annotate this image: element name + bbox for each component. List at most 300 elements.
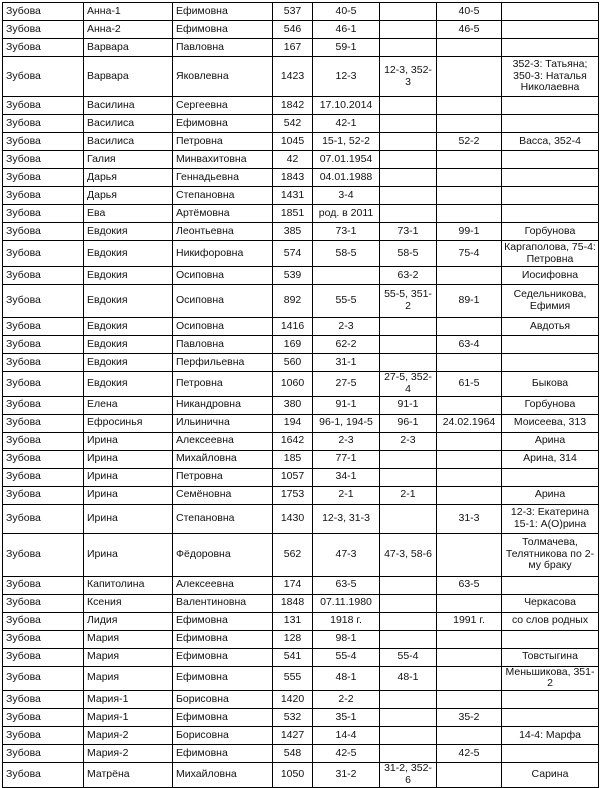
cell-ref-c: 99-1 <box>437 223 502 241</box>
cell-notes <box>502 468 599 486</box>
cell-ref-c: 75-4 <box>437 241 502 267</box>
cell-number: 537 <box>273 3 313 21</box>
cell-first-name: Мария-1 <box>84 709 173 727</box>
table-row <box>3 3 599 21</box>
cell-ref-c <box>437 354 502 372</box>
cell-number: 1753 <box>273 486 313 504</box>
cell-number: 385 <box>273 223 313 241</box>
cell-ref-c <box>437 468 502 486</box>
cell-number: 380 <box>273 396 313 414</box>
cell-notes: Быкова <box>502 372 599 397</box>
cell-ref-b <box>380 612 437 630</box>
cell-first-name: Василина <box>84 97 173 115</box>
cell-patronymic: Семёновна <box>173 486 273 504</box>
cell-ref-c <box>437 486 502 504</box>
cell-ref-c: 1991 г. <box>437 612 502 630</box>
cell-ref-b: 48-1 <box>380 666 437 691</box>
cell-first-name: Ефросинья <box>84 414 173 432</box>
cell-first-name: Варвара <box>84 57 173 97</box>
cell-patronymic: Петровна <box>173 372 273 397</box>
cell-ref-a: 31-1 <box>313 354 380 372</box>
cell-first-name: Лидия <box>84 612 173 630</box>
cell-ref-b <box>380 450 437 468</box>
cell-notes: со слов родных <box>502 612 599 630</box>
cell-patronymic: Фёдоровна <box>173 533 273 576</box>
cell-first-name: Ирина <box>84 468 173 486</box>
cell-ref-a: 2-3 <box>313 432 380 450</box>
cell-notes: Меньшикова, 351-2 <box>502 666 599 691</box>
cell-patronymic: Ефимовна <box>173 709 273 727</box>
cell-surname: Зубова <box>3 594 84 612</box>
cell-number: 1060 <box>273 372 313 397</box>
cell-ref-a: 55-4 <box>313 648 380 666</box>
cell-number: 892 <box>273 285 313 318</box>
cell-first-name: Ирина <box>84 486 173 504</box>
cell-ref-a: 1918 г. <box>313 612 380 630</box>
cell-surname: Зубова <box>3 504 84 533</box>
cell-ref-a: 98-1 <box>313 630 380 648</box>
table-row <box>3 709 599 727</box>
cell-ref-c: 35-2 <box>437 709 502 727</box>
cell-first-name: Мария <box>84 648 173 666</box>
cell-number: 1427 <box>273 727 313 745</box>
cell-patronymic: Ефимовна <box>173 648 273 666</box>
cell-patronymic: Никифоровна <box>173 241 273 267</box>
cell-number: 1842 <box>273 97 313 115</box>
cell-surname: Зубова <box>3 285 84 318</box>
cell-ref-b: 2-3 <box>380 432 437 450</box>
cell-notes: Авдотья <box>502 318 599 336</box>
cell-patronymic: Петровна <box>173 468 273 486</box>
cell-ref-b <box>380 97 437 115</box>
table-row <box>3 691 599 709</box>
cell-ref-b <box>380 21 437 39</box>
cell-first-name: Евдокия <box>84 267 173 285</box>
cell-patronymic: Ефимовна <box>173 630 273 648</box>
cell-ref-c <box>437 630 502 648</box>
cell-ref-c <box>437 205 502 223</box>
cell-notes: Васса, 352-4 <box>502 133 599 151</box>
cell-first-name: Ирина <box>84 432 173 450</box>
cell-number: 1050 <box>273 763 313 788</box>
cell-surname: Зубова <box>3 666 84 691</box>
cell-surname: Зубова <box>3 450 84 468</box>
cell-ref-b: 96-1 <box>380 414 437 432</box>
cell-ref-c <box>437 151 502 169</box>
cell-ref-a: 58-5 <box>313 241 380 267</box>
cell-patronymic: Ефимовна <box>173 3 273 21</box>
cell-ref-a: 55-5 <box>313 285 380 318</box>
cell-notes: Толмачева, Телятникова по 2-му браку <box>502 533 599 576</box>
cell-ref-a <box>313 267 380 285</box>
table-row <box>3 57 599 97</box>
cell-ref-a: 15-1, 52-2 <box>313 133 380 151</box>
cell-surname: Зубова <box>3 151 84 169</box>
cell-ref-c: 40-5 <box>437 3 502 21</box>
cell-ref-b <box>380 576 437 594</box>
cell-ref-a: 07.01.1954 <box>313 151 380 169</box>
cell-ref-a: 48-1 <box>313 666 380 691</box>
cell-ref-c <box>437 594 502 612</box>
cell-ref-c <box>437 187 502 205</box>
cell-ref-b <box>380 151 437 169</box>
cell-number: 169 <box>273 336 313 354</box>
cell-ref-b: 47-3, 58-6 <box>380 533 437 576</box>
table-row <box>3 414 599 432</box>
cell-surname: Зубова <box>3 648 84 666</box>
table-row <box>3 533 599 576</box>
cell-number: 548 <box>273 745 313 763</box>
cell-first-name: Ксения <box>84 594 173 612</box>
cell-first-name: Дарья <box>84 169 173 187</box>
cell-first-name: Василиса <box>84 133 173 151</box>
cell-surname: Зубова <box>3 133 84 151</box>
cell-ref-c <box>437 57 502 97</box>
cell-notes: Моисеева, 313 <box>502 414 599 432</box>
table-row <box>3 336 599 354</box>
cell-notes: Горбунова <box>502 223 599 241</box>
cell-patronymic: Ильинична <box>173 414 273 432</box>
table-row <box>3 372 599 397</box>
cell-surname: Зубова <box>3 336 84 354</box>
cell-ref-a: 12-3 <box>313 57 380 97</box>
cell-first-name: Ирина <box>84 533 173 576</box>
cell-patronymic: Ефимовна <box>173 666 273 691</box>
cell-surname: Зубова <box>3 486 84 504</box>
cell-notes: Каргаполова, 75-4: Петровна <box>502 241 599 267</box>
cell-first-name: Евдокия <box>84 336 173 354</box>
cell-first-name: Евдокия <box>84 354 173 372</box>
cell-patronymic: Павловна <box>173 336 273 354</box>
cell-ref-b: 55-4 <box>380 648 437 666</box>
cell-ref-c: 61-5 <box>437 372 502 397</box>
cell-ref-a: 27-5 <box>313 372 380 397</box>
cell-ref-c <box>437 267 502 285</box>
cell-surname: Зубова <box>3 468 84 486</box>
cell-ref-b <box>380 468 437 486</box>
table-row <box>3 594 599 612</box>
cell-surname: Зубова <box>3 21 84 39</box>
cell-number: 1848 <box>273 594 313 612</box>
cell-ref-a: 59-1 <box>313 39 380 57</box>
cell-ref-b: 58-5 <box>380 241 437 267</box>
table-row <box>3 223 599 241</box>
cell-patronymic: Минвахитовна <box>173 151 273 169</box>
cell-number: 541 <box>273 648 313 666</box>
cell-ref-a: 2-1 <box>313 486 380 504</box>
cell-number: 1057 <box>273 468 313 486</box>
cell-patronymic: Леонтьевна <box>173 223 273 241</box>
cell-ref-b <box>380 594 437 612</box>
cell-ref-b: 31-2, 352-6 <box>380 763 437 788</box>
cell-number: 546 <box>273 21 313 39</box>
cell-ref-b <box>380 318 437 336</box>
cell-ref-a: род. в 2011 <box>313 205 380 223</box>
table-row <box>3 396 599 414</box>
cell-patronymic: Осиповна <box>173 285 273 318</box>
cell-ref-a: 2-2 <box>313 691 380 709</box>
cell-ref-a: 04.01.1988 <box>313 169 380 187</box>
cell-notes <box>502 39 599 57</box>
cell-first-name: Мария-2 <box>84 745 173 763</box>
cell-number: 574 <box>273 241 313 267</box>
cell-first-name: Мария <box>84 630 173 648</box>
cell-patronymic: Ефимовна <box>173 612 273 630</box>
cell-notes: 14-4: Марфа <box>502 727 599 745</box>
cell-ref-c <box>437 450 502 468</box>
cell-patronymic: Михайловна <box>173 450 273 468</box>
table-row <box>3 39 599 57</box>
table-row <box>3 205 599 223</box>
cell-first-name: Евдокия <box>84 285 173 318</box>
cell-ref-b <box>380 39 437 57</box>
table-row <box>3 267 599 285</box>
cell-ref-a: 31-2 <box>313 763 380 788</box>
cell-notes: Сарина <box>502 763 599 788</box>
cell-ref-b: 63-2 <box>380 267 437 285</box>
cell-number: 1430 <box>273 504 313 533</box>
cell-surname: Зубова <box>3 97 84 115</box>
cell-patronymic: Сергеевна <box>173 97 273 115</box>
table-row <box>3 576 599 594</box>
cell-surname: Зубова <box>3 612 84 630</box>
cell-ref-b <box>380 709 437 727</box>
cell-number: 560 <box>273 354 313 372</box>
cell-first-name: Матрёна <box>84 763 173 788</box>
cell-first-name: Ирина <box>84 450 173 468</box>
cell-ref-b <box>380 630 437 648</box>
cell-number: 1045 <box>273 133 313 151</box>
cell-ref-a: 40-5 <box>313 3 380 21</box>
cell-notes <box>502 21 599 39</box>
cell-patronymic: Михайловна <box>173 763 273 788</box>
cell-notes <box>502 576 599 594</box>
cell-patronymic: Борисовна <box>173 727 273 745</box>
cell-number: 1416 <box>273 318 313 336</box>
table-row <box>3 763 599 788</box>
cell-ref-a: 47-3 <box>313 533 380 576</box>
cell-surname: Зубова <box>3 709 84 727</box>
cell-notes: Товстыгина <box>502 648 599 666</box>
cell-notes: Горбунова <box>502 396 599 414</box>
cell-ref-b <box>380 205 437 223</box>
cell-ref-c: 24.02.1964 <box>437 414 502 432</box>
cell-first-name: Евдокия <box>84 241 173 267</box>
cell-first-name: Евдокия <box>84 372 173 397</box>
table-row <box>3 285 599 318</box>
cell-ref-c <box>437 432 502 450</box>
cell-first-name: Елена <box>84 396 173 414</box>
cell-patronymic: Алексеевна <box>173 432 273 450</box>
cell-ref-a: 2-3 <box>313 318 380 336</box>
cell-patronymic: Петровна <box>173 133 273 151</box>
cell-patronymic: Павловна <box>173 39 273 57</box>
cell-ref-a: 14-4 <box>313 727 380 745</box>
cell-ref-b <box>380 133 437 151</box>
cell-patronymic: Ефимовна <box>173 21 273 39</box>
cell-ref-b: 2-1 <box>380 486 437 504</box>
cell-ref-b <box>380 3 437 21</box>
cell-surname: Зубова <box>3 372 84 397</box>
table-row <box>3 504 599 533</box>
cell-number: 167 <box>273 39 313 57</box>
table-row <box>3 468 599 486</box>
cell-notes: 12-3: Екатерина 15-1: А(О)рина <box>502 504 599 533</box>
cell-surname: Зубова <box>3 57 84 97</box>
cell-surname: Зубова <box>3 396 84 414</box>
table-row <box>3 648 599 666</box>
cell-notes <box>502 151 599 169</box>
cell-surname: Зубова <box>3 630 84 648</box>
cell-ref-c: 31-3 <box>437 504 502 533</box>
cell-ref-a: 46-1 <box>313 21 380 39</box>
table-row <box>3 432 599 450</box>
cell-surname: Зубова <box>3 241 84 267</box>
cell-notes <box>502 709 599 727</box>
cell-ref-b <box>380 354 437 372</box>
cell-number: 174 <box>273 576 313 594</box>
registry-body <box>3 3 599 788</box>
cell-notes <box>502 691 599 709</box>
table-row <box>3 21 599 39</box>
cell-ref-b <box>380 187 437 205</box>
cell-notes <box>502 97 599 115</box>
cell-notes <box>502 169 599 187</box>
cell-ref-c <box>437 727 502 745</box>
cell-ref-c: 63-4 <box>437 336 502 354</box>
cell-first-name: Василиса <box>84 115 173 133</box>
cell-surname: Зубова <box>3 205 84 223</box>
cell-notes: Арина <box>502 486 599 504</box>
cell-patronymic: Степановна <box>173 504 273 533</box>
cell-patronymic: Алексеевна <box>173 576 273 594</box>
cell-ref-c: 63-5 <box>437 576 502 594</box>
cell-patronymic: Ефимовна <box>173 115 273 133</box>
cell-ref-a: 63-5 <box>313 576 380 594</box>
cell-surname: Зубова <box>3 354 84 372</box>
cell-patronymic: Валентиновна <box>173 594 273 612</box>
cell-ref-b <box>380 691 437 709</box>
cell-ref-c <box>437 39 502 57</box>
cell-surname: Зубова <box>3 414 84 432</box>
cell-ref-b <box>380 727 437 745</box>
cell-number: 539 <box>273 267 313 285</box>
cell-ref-a: 12-3, 31-3 <box>313 504 380 533</box>
table-row <box>3 151 599 169</box>
cell-surname: Зубова <box>3 39 84 57</box>
cell-ref-b <box>380 504 437 533</box>
cell-patronymic: Артёмовна <box>173 205 273 223</box>
cell-ref-b: 12-3, 352-3 <box>380 57 437 97</box>
cell-patronymic: Осиповна <box>173 267 273 285</box>
cell-patronymic: Степановна <box>173 187 273 205</box>
cell-patronymic: Никандровна <box>173 396 273 414</box>
cell-ref-a: 62-2 <box>313 336 380 354</box>
cell-notes <box>502 336 599 354</box>
table-row <box>3 612 599 630</box>
cell-patronymic: Ефимовна <box>173 745 273 763</box>
cell-ref-b <box>380 115 437 133</box>
cell-ref-b: 55-5, 351-2 <box>380 285 437 318</box>
cell-first-name: Евдокия <box>84 223 173 241</box>
cell-ref-c: 46-5 <box>437 21 502 39</box>
table-row <box>3 630 599 648</box>
cell-ref-a: 73-1 <box>313 223 380 241</box>
cell-number: 1420 <box>273 691 313 709</box>
cell-first-name: Мария-1 <box>84 691 173 709</box>
cell-ref-c <box>437 648 502 666</box>
cell-surname: Зубова <box>3 169 84 187</box>
cell-first-name: Галия <box>84 151 173 169</box>
table-row <box>3 727 599 745</box>
cell-notes: Черкасова <box>502 594 599 612</box>
cell-number: 42 <box>273 151 313 169</box>
cell-surname: Зубова <box>3 3 84 21</box>
cell-notes <box>502 115 599 133</box>
cell-surname: Зубова <box>3 691 84 709</box>
cell-first-name: Ирина <box>84 504 173 533</box>
cell-ref-c <box>437 691 502 709</box>
cell-number: 1843 <box>273 169 313 187</box>
cell-surname: Зубова <box>3 223 84 241</box>
cell-notes <box>502 3 599 21</box>
cell-patronymic: Осиповна <box>173 318 273 336</box>
cell-ref-c <box>437 97 502 115</box>
cell-surname: Зубова <box>3 745 84 763</box>
table-row <box>3 450 599 468</box>
cell-notes: Арина, 314 <box>502 450 599 468</box>
cell-ref-c: 89-1 <box>437 285 502 318</box>
registry-table <box>2 2 599 788</box>
table-row <box>3 169 599 187</box>
cell-first-name: Варвара <box>84 39 173 57</box>
cell-ref-c <box>437 115 502 133</box>
cell-notes <box>502 630 599 648</box>
cell-number: 194 <box>273 414 313 432</box>
cell-surname: Зубова <box>3 763 84 788</box>
cell-notes: Седельникова, Ефимия <box>502 285 599 318</box>
cell-ref-a: 35-1 <box>313 709 380 727</box>
cell-ref-c <box>437 318 502 336</box>
cell-patronymic: Перфильевна <box>173 354 273 372</box>
cell-ref-b <box>380 336 437 354</box>
cell-number: 532 <box>273 709 313 727</box>
cell-ref-c <box>437 533 502 576</box>
cell-ref-a: 77-1 <box>313 450 380 468</box>
cell-number: 562 <box>273 533 313 576</box>
table-row <box>3 187 599 205</box>
cell-number: 1423 <box>273 57 313 97</box>
cell-ref-a: 3-4 <box>313 187 380 205</box>
cell-ref-b: 27-5, 352-4 <box>380 372 437 397</box>
cell-patronymic: Борисовна <box>173 691 273 709</box>
cell-ref-a: 42-1 <box>313 115 380 133</box>
cell-surname: Зубова <box>3 187 84 205</box>
cell-first-name: Анна-2 <box>84 21 173 39</box>
table-row <box>3 241 599 267</box>
cell-notes <box>502 187 599 205</box>
cell-surname: Зубова <box>3 727 84 745</box>
cell-ref-c: 52-2 <box>437 133 502 151</box>
table-row <box>3 115 599 133</box>
cell-ref-c: 42-5 <box>437 745 502 763</box>
table-row <box>3 97 599 115</box>
table-row <box>3 318 599 336</box>
cell-number: 1642 <box>273 432 313 450</box>
cell-surname: Зубова <box>3 115 84 133</box>
cell-ref-a: 96-1, 194-5 <box>313 414 380 432</box>
cell-number: 542 <box>273 115 313 133</box>
